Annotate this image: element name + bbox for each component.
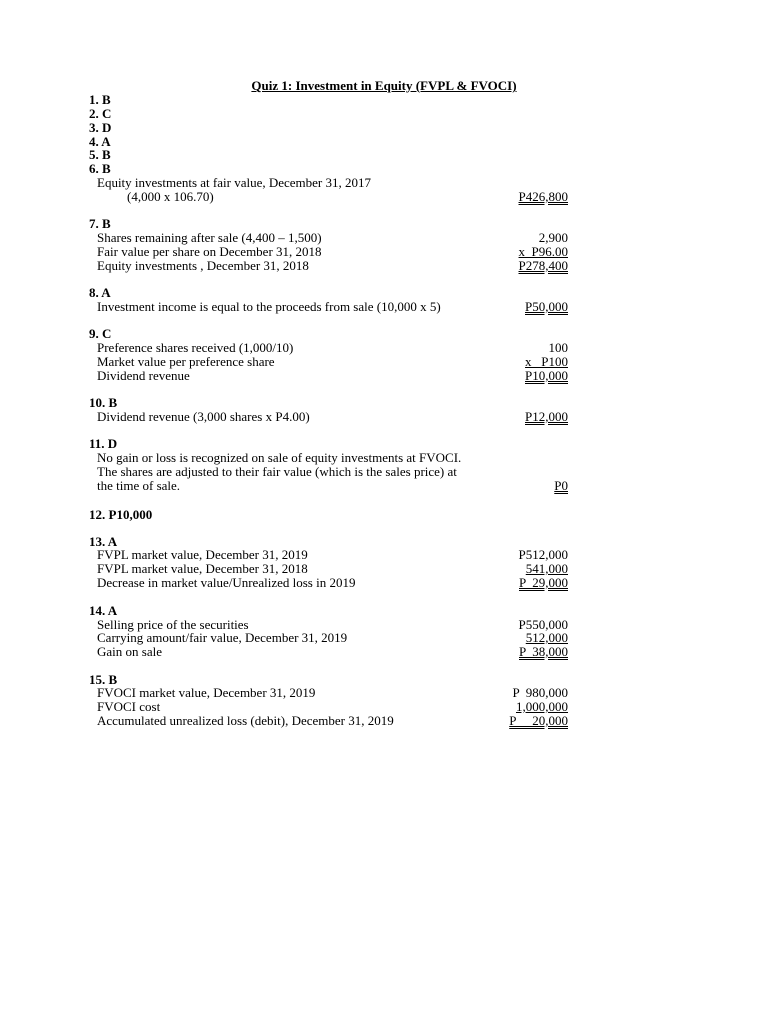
q11-value: P0 — [554, 478, 568, 493]
answer-5: 5. B — [89, 147, 111, 162]
q15-row-label: FVOCI cost — [97, 699, 161, 714]
q7-row-label: Shares remaining after sale (4,400 – 1,500) — [97, 230, 322, 245]
q6-label-2: (4,000 x 106.70) — [127, 189, 214, 204]
q9-row-label: Preference shares received (1,000/10) — [97, 340, 294, 355]
q14-row-value: P550,000 — [518, 617, 568, 632]
q7-row-value: 2,900 — [538, 230, 568, 245]
answer-3: 3. D — [89, 120, 112, 135]
q8-value: P50,000 — [525, 299, 568, 314]
q9-row-label: Dividend revenue — [97, 368, 190, 383]
q14-row-label: Gain on sale — [97, 644, 162, 659]
q7-row-label: Fair value per share on December 31, 2018 — [97, 244, 322, 259]
q13-row-value: P 29,000 — [519, 575, 568, 590]
answer-1: 1. B — [89, 92, 111, 107]
q6-label-1: Equity investments at fair value, December 31, 2017 — [97, 175, 372, 190]
answer-15: 15. B — [89, 672, 118, 687]
answer-6: 6. B — [89, 161, 111, 176]
q7-row-label: Equity investments , December 31, 2018 — [97, 258, 309, 273]
q11-line-3 — [97, 479, 568, 493]
q9-row — [97, 369, 568, 383]
page-title: Quiz 1: Investment in Equity (FVPL & FVOCI) — [251, 78, 517, 93]
q14-row — [97, 631, 568, 645]
q7-row — [97, 259, 568, 273]
q7-row-value: x P96.00 — [518, 244, 568, 259]
q14-row-label: Selling price of the securities — [97, 617, 249, 632]
q15-row-label: FVOCI market value, December 31, 2019 — [97, 685, 316, 700]
q15-row — [97, 714, 568, 728]
q9-row-value: 100 — [548, 340, 568, 355]
q13-row-value: 541,000 — [525, 561, 568, 576]
q8-row — [97, 300, 568, 314]
answer-13: 13. A — [89, 534, 118, 549]
q11-line-1 — [97, 451, 568, 465]
q11-line-2 — [97, 465, 568, 479]
q15-row-label: Accumulated unrealized loss (debit), December 31, 2019 — [97, 713, 394, 728]
q9-row — [97, 355, 568, 369]
q11-text-2: The shares are adjusted to their fair value (which is the sales price) at — [97, 464, 457, 479]
answer-10: 10. B — [89, 395, 118, 410]
q13-row — [97, 562, 568, 576]
q13-row-label: FVPL market value, December 31, 2019 — [97, 547, 308, 562]
answer-7: 7. B — [89, 216, 111, 231]
answer-4: 4. A — [89, 134, 111, 149]
q13-row — [97, 548, 568, 562]
q13-row-label: Decrease in market value/Unrealized loss in 2019 — [97, 575, 356, 590]
q14-row-label: Carrying amount/fair value, December 31, 2019 — [97, 630, 348, 645]
q13-row — [97, 576, 568, 590]
q7-row-value: P278,400 — [518, 258, 568, 273]
q14-row — [97, 645, 568, 659]
q9-row-label: Market value per preference share — [97, 354, 275, 369]
q11-text-3: the time of sale. — [97, 478, 181, 493]
q15-row-value: 1,000,000 — [516, 699, 568, 714]
q9-row-value: x P100 — [525, 354, 568, 369]
q10-value: P12,000 — [525, 409, 568, 424]
q6-line-2 — [97, 190, 568, 204]
answer-8: 8. A — [89, 285, 111, 300]
q15-row — [97, 686, 568, 700]
answer-14: 14. A — [89, 603, 118, 618]
q7-row — [97, 245, 568, 259]
q8-label: Investment income is equal to the proceeds from sale (10,000 x 5) — [97, 299, 441, 314]
q9-row — [97, 341, 568, 355]
q15-row-value: P 20,000 — [509, 713, 568, 728]
answer-12: 12. P10,000 — [89, 507, 153, 522]
q15-row-value: P 980,000 — [512, 685, 568, 700]
answer-9: 9. C — [89, 326, 112, 341]
q10-label: Dividend revenue (3,000 shares x P4.00) — [97, 409, 310, 424]
q9-row-value: P10,000 — [525, 368, 568, 383]
q6-value: P426,800 — [518, 189, 568, 204]
q13-row-value: P512,000 — [518, 547, 568, 562]
q13-row-label: FVPL market value, December 31, 2018 — [97, 561, 308, 576]
q7-row — [97, 231, 568, 245]
q11-text-1: No gain or loss is recognized on sale of equity investments at FVOCI. — [97, 450, 462, 465]
q10-row — [97, 410, 568, 424]
q14-row-value: 512,000 — [525, 630, 568, 645]
answer-11: 11. D — [89, 436, 118, 451]
q6-line-1 — [97, 176, 568, 190]
answer-2: 2. C — [89, 106, 112, 121]
q15-row — [97, 700, 568, 714]
q14-row-value: P 38,000 — [519, 644, 568, 659]
